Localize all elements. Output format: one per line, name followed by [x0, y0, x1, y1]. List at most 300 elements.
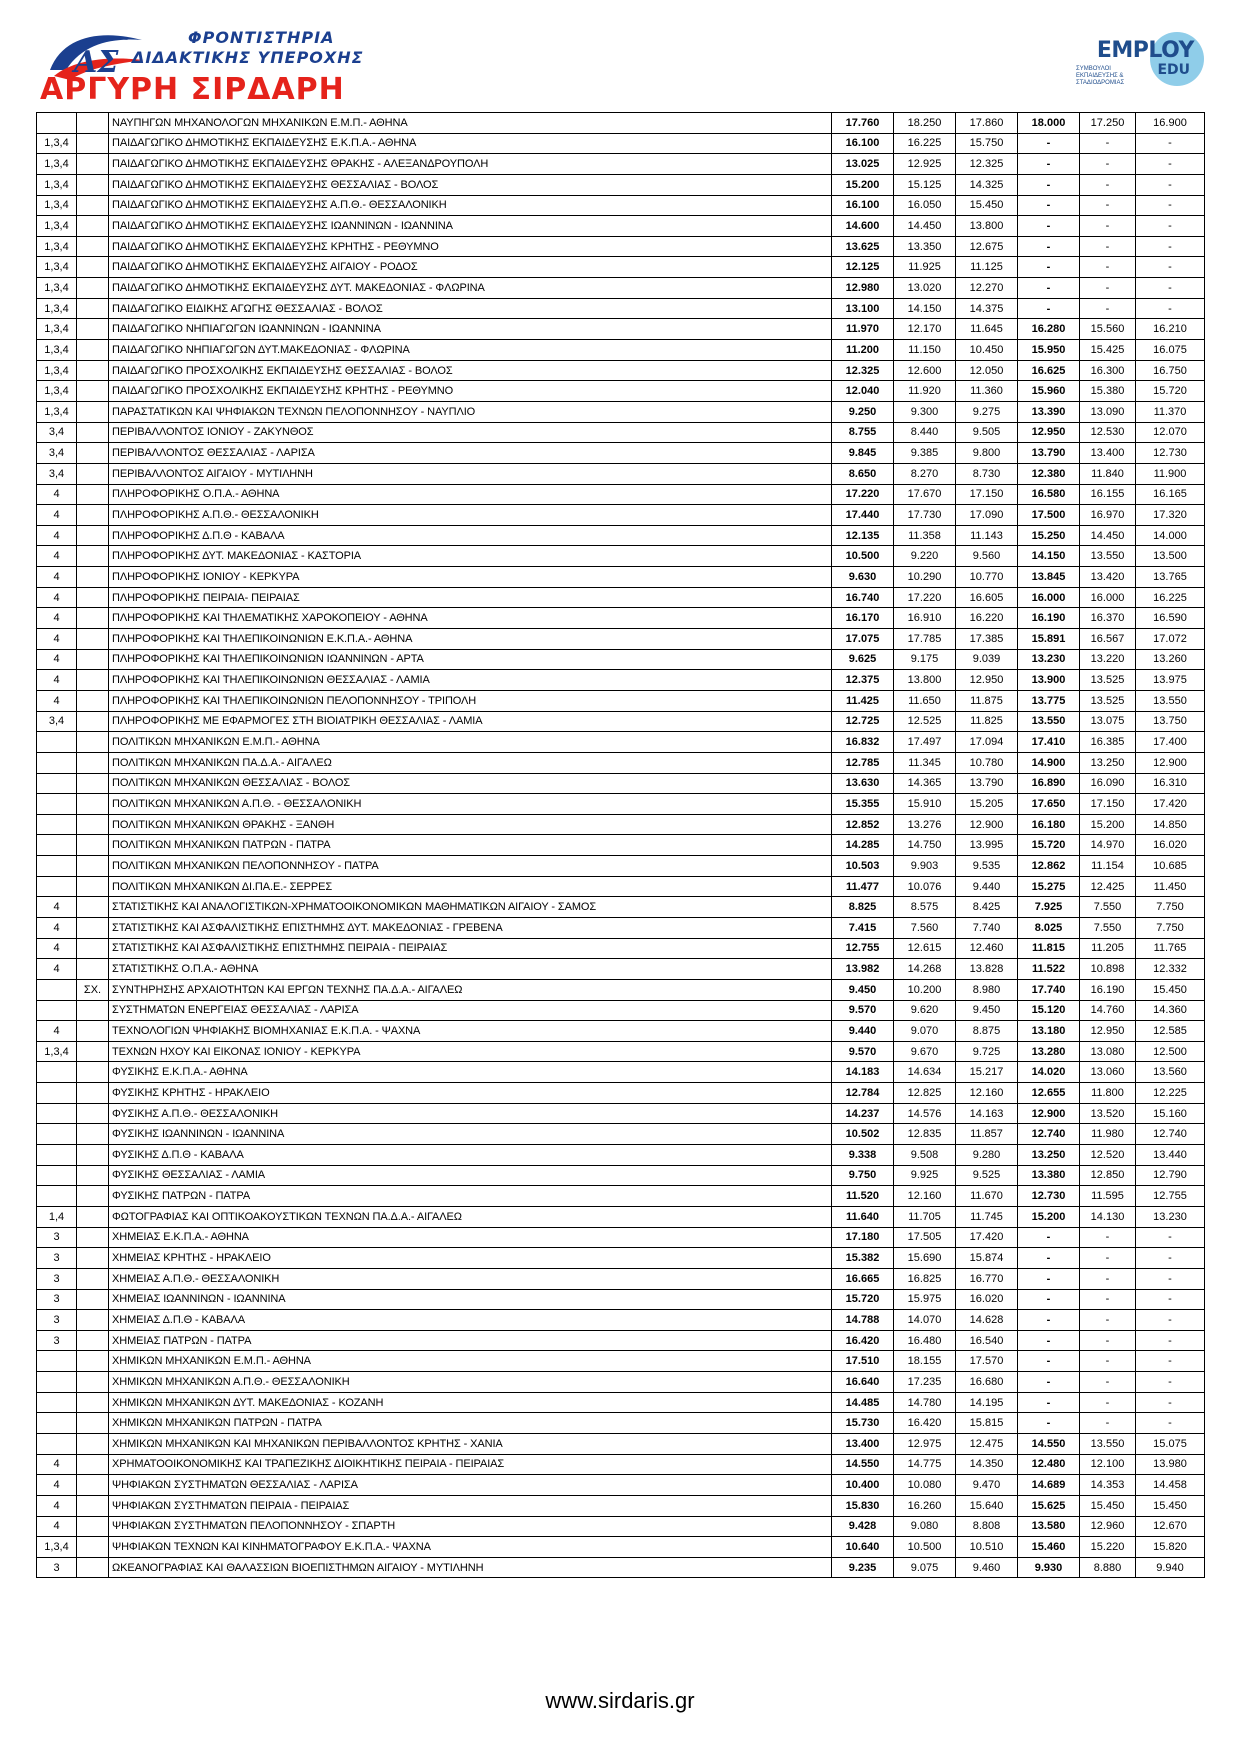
field-cell: 1,3,4: [37, 216, 77, 237]
score-cell: 12.900: [956, 814, 1018, 835]
table-row: [37, 505, 1205, 526]
department-cell: ΤΕΧΝΩΝ ΗΧΟΥ ΚΑΙ ΕΙΚΟΝΑΣ ΙΟΝΙΟΥ - ΚΕΡΚΥΡΑ: [109, 1041, 832, 1062]
employ-edu-logo: [1074, 32, 1204, 94]
score-cell: 11.125: [956, 257, 1018, 278]
score-cell: 14.365: [894, 773, 956, 794]
score-cell: 12.730: [1136, 443, 1205, 464]
score-cell: 9.080: [894, 1516, 956, 1537]
score-cell: -: [1080, 236, 1136, 257]
score-cell: 12.755: [1136, 1186, 1205, 1207]
score-cell: 12.070: [1136, 422, 1205, 443]
department-cell: ΠΛΗΡΟΦΟΡΙΚΗΣ Α.Π.Θ.- ΘΕΣΣΑΛΟΝΙΚΗ: [109, 505, 832, 526]
score-cell: 11.765: [1136, 938, 1205, 959]
score-cell: 16.100: [832, 195, 894, 216]
score-cell: 13.550: [1018, 711, 1080, 732]
score-cell: 13.790: [956, 773, 1018, 794]
score-cell: 10.770: [956, 567, 1018, 588]
field-cell: 4: [37, 546, 77, 567]
score-cell: 13.625: [832, 236, 894, 257]
score-cell: 16.090: [1080, 773, 1136, 794]
score-cell: 14.576: [894, 1103, 956, 1124]
score-cell: 17.150: [956, 484, 1018, 505]
score-cell: 12.740: [1018, 1124, 1080, 1145]
department-cell: ΨΗΦΙΑΚΩΝ ΣΥΣΤΗΜΑΤΩΝ ΠΕΙΡΑΙΑ - ΠΕΙΡΑΙΑΣ: [109, 1495, 832, 1516]
score-cell: 15.874: [956, 1248, 1018, 1269]
table-row: [37, 401, 1205, 422]
brand-line-1: ΦΡΟΝΤΙΣΤΗΡΙΑ: [188, 28, 335, 47]
score-cell: 12.785: [832, 752, 894, 773]
field-cell: 4: [37, 1495, 77, 1516]
field-cell: 4: [37, 1516, 77, 1537]
field-cell: [37, 979, 77, 1000]
score-cell: 17.440: [832, 505, 894, 526]
table-row: [37, 1413, 1205, 1434]
table-row: [37, 1124, 1205, 1145]
score-cell: 12.530: [1080, 422, 1136, 443]
note-cell: [77, 278, 109, 299]
score-cell: 16.890: [1018, 773, 1080, 794]
note-cell: [77, 195, 109, 216]
score-cell: 12.950: [1018, 422, 1080, 443]
brand-name: ΑΡΓΥΡΗ ΣΙΡΔΑΡΗ: [40, 72, 345, 107]
score-cell: 16.190: [1018, 608, 1080, 629]
department-cell: ΠΑΙΔΑΓΩΓΙΚΟ ΝΗΠΙΑΓΩΓΩΝ ΙΩΑΝΝΙΝΩΝ - ΙΩΑΝΝΙΝΑ: [109, 319, 832, 340]
field-cell: 1,3,4: [37, 1537, 77, 1558]
score-cell: -: [1080, 298, 1136, 319]
score-cell: -: [1080, 133, 1136, 154]
note-cell: [77, 1372, 109, 1393]
department-cell: ΠΟΛΙΤΙΚΩΝ ΜΗΧΑΝΙΚΩΝ Α.Π.Θ. - ΘΕΣΣΑΛΟΝΙΚΗ: [109, 794, 832, 815]
field-cell: 3: [37, 1248, 77, 1269]
department-cell: ΠΛΗΡΟΦΟΡΙΚΗΣ ΜΕ ΕΦΑΡΜΟΓΕΣ ΣΤΗ ΒΙΟΙΑΤΡΙΚΗ ΘΕΣΣΑΛΙΑΣ - ΛΑΜΙΑ: [109, 711, 832, 732]
note-cell: [77, 133, 109, 154]
score-cell: 14.375: [956, 298, 1018, 319]
department-cell: ΦΩΤΟΓΡΑΦΙΑΣ ΚΑΙ ΟΠΤΙΚΟΑΚΟΥΣΤΙΚΩΝ ΤΕΧΝΩΝ ΠΑ.Δ.Α.- ΑΙΓΑΛΕΩ: [109, 1206, 832, 1227]
score-cell: 17.180: [832, 1227, 894, 1248]
table-row: [37, 979, 1205, 1000]
score-cell: 15.640: [956, 1495, 1018, 1516]
score-cell: 13.080: [1080, 1041, 1136, 1062]
department-cell: ΣΤΑΤΙΣΤΙΚΗΣ ΚΑΙ ΑΣΦΑΛΙΣΤΙΚΗΣ ΕΠΙΣΤΗΜΗΣ ΔΥΤ. ΜΑΚΕΔΟΝΙΑΣ - ΓΡΕΒΕΝΑ: [109, 917, 832, 938]
score-cell: 16.300: [1080, 360, 1136, 381]
score-cell: 17.090: [956, 505, 1018, 526]
score-cell: 15.820: [1136, 1537, 1205, 1558]
field-cell: 3: [37, 1268, 77, 1289]
score-cell: 15.450: [1136, 1495, 1205, 1516]
score-cell: 12.425: [1080, 876, 1136, 897]
table-row: [37, 732, 1205, 753]
score-cell: 12.755: [832, 938, 894, 959]
score-cell: 14.780: [894, 1392, 956, 1413]
score-cell: 9.275: [956, 401, 1018, 422]
note-cell: [77, 1434, 109, 1455]
note-cell: [77, 1062, 109, 1083]
score-cell: 9.428: [832, 1516, 894, 1537]
score-cell: 13.525: [1080, 670, 1136, 691]
note-cell: [77, 443, 109, 464]
score-cell: -: [1018, 1227, 1080, 1248]
department-cell: ΧΗΜΙΚΩΝ ΜΗΧΑΝΙΚΩΝ ΔΥΤ. ΜΑΚΕΔΟΝΙΑΣ - ΚΟΖΑΝΗ: [109, 1392, 832, 1413]
score-cell: 9.725: [956, 1041, 1018, 1062]
note-cell: [77, 1454, 109, 1475]
score-cell: 13.020: [894, 278, 956, 299]
table-row: [37, 422, 1205, 443]
field-cell: [37, 1062, 77, 1083]
department-cell: ΦΥΣΙΚΗΣ Ε.Κ.Π.Α.- ΑΘΗΝΑ: [109, 1062, 832, 1083]
note-cell: [77, 1392, 109, 1413]
department-cell: ΧΗΜΙΚΩΝ ΜΗΧΑΝΙΚΩΝ Ε.Μ.Π.- ΑΘΗΝΑ: [109, 1351, 832, 1372]
score-cell: -: [1018, 195, 1080, 216]
score-cell: 11.650: [894, 690, 956, 711]
field-cell: 4: [37, 608, 77, 629]
score-cell: 11.970: [832, 319, 894, 340]
score-cell: -: [1136, 1330, 1205, 1351]
field-cell: [37, 1186, 77, 1207]
note-cell: [77, 381, 109, 402]
table-row: [37, 1021, 1205, 1042]
field-cell: 3: [37, 1310, 77, 1331]
score-cell: 8.025: [1018, 917, 1080, 938]
note-cell: [77, 360, 109, 381]
score-cell: 16.605: [956, 587, 1018, 608]
score-cell: 14.285: [832, 835, 894, 856]
field-cell: 1,3,4: [37, 298, 77, 319]
score-cell: 17.500: [1018, 505, 1080, 526]
score-cell: 12.375: [832, 670, 894, 691]
department-cell: ΝΑΥΠΗΓΩΝ ΜΗΧΑΝΟΛΟΓΩΝ ΜΗΧΑΝΙΚΩΝ Ε.Μ.Π.- ΑΘΗΝΑ: [109, 113, 832, 134]
note-cell: [77, 484, 109, 505]
note-cell: [77, 1351, 109, 1372]
score-cell: 13.980: [1136, 1454, 1205, 1475]
note-cell: [77, 1145, 109, 1166]
table-row: [37, 1495, 1205, 1516]
score-cell: 12.125: [832, 257, 894, 278]
score-cell: 7.925: [1018, 897, 1080, 918]
table-row: [37, 1165, 1205, 1186]
note-cell: [77, 629, 109, 650]
score-cell: 12.460: [956, 938, 1018, 959]
field-cell: 1,3,4: [37, 401, 77, 422]
scores-table-body: [37, 113, 1205, 1578]
score-cell: 14.485: [832, 1392, 894, 1413]
score-cell: 16.770: [956, 1268, 1018, 1289]
field-cell: 1,3,4: [37, 133, 77, 154]
score-cell: 13.775: [1018, 690, 1080, 711]
score-cell: 15.450: [956, 195, 1018, 216]
score-cell: 11.815: [1018, 938, 1080, 959]
score-cell: 10.450: [956, 340, 1018, 361]
score-cell: 16.580: [1018, 484, 1080, 505]
score-cell: 15.690: [894, 1248, 956, 1269]
score-cell: 10.685: [1136, 856, 1205, 877]
note-cell: [77, 546, 109, 567]
score-cell: 13.230: [1018, 649, 1080, 670]
table-row: [37, 794, 1205, 815]
score-cell: 9.338: [832, 1145, 894, 1166]
department-cell: ΤΕΧΝΟΛΟΓΙΩΝ ΨΗΦΙΑΚΗΣ ΒΙΟΜΗΧΑΝΙΑΣ Ε.Κ.Π.Α. - ΨΑΧΝΑ: [109, 1021, 832, 1042]
note-cell: [77, 732, 109, 753]
note-cell: [77, 649, 109, 670]
score-cell: 16.900: [1136, 113, 1205, 134]
employ-tagline: ΣΥΜΒΟΥΛΟΙ ΕΚΠΑΙΔΕΥΣΗΣ & ΣΤΑΔΙΟΔΡΟΜΙΑΣ: [1076, 66, 1125, 86]
score-cell: 11.205: [1080, 938, 1136, 959]
table-row: [37, 443, 1205, 464]
field-cell: [37, 752, 77, 773]
score-cell: -: [1136, 1227, 1205, 1248]
score-cell: 12.170: [894, 319, 956, 340]
score-cell: 12.852: [832, 814, 894, 835]
score-cell: 15.355: [832, 794, 894, 815]
score-cell: 11.370: [1136, 401, 1205, 422]
score-cell: -: [1136, 1289, 1205, 1310]
score-cell: 17.385: [956, 629, 1018, 650]
score-cell: 9.800: [956, 443, 1018, 464]
field-cell: 4: [37, 1021, 77, 1042]
score-cell: 10.502: [832, 1124, 894, 1145]
score-cell: -: [1018, 133, 1080, 154]
score-cell: 15.960: [1018, 381, 1080, 402]
score-cell: 14.325: [956, 174, 1018, 195]
field-cell: 3,4: [37, 443, 77, 464]
score-cell: 7.740: [956, 917, 1018, 938]
table-row: [37, 1206, 1205, 1227]
score-cell: 13.380: [1018, 1165, 1080, 1186]
department-cell: ΠΟΛΙΤΙΚΩΝ ΜΗΧΑΝΙΚΩΝ ΠΑΤΡΩΝ - ΠΑΤΡΑ: [109, 835, 832, 856]
score-cell: 9.440: [832, 1021, 894, 1042]
score-cell: 15.950: [1018, 340, 1080, 361]
score-cell: -: [1136, 1351, 1205, 1372]
score-cell: 7.415: [832, 917, 894, 938]
score-cell: 8.875: [956, 1021, 1018, 1042]
score-cell: 15.220: [1080, 1537, 1136, 1558]
score-cell: 11.925: [894, 257, 956, 278]
department-cell: ΠΟΛΙΤΙΚΩΝ ΜΗΧΑΝΙΚΩΝ ΠΕΛΟΠΟΝΝΗΣΟΥ - ΠΑΤΡΑ: [109, 856, 832, 877]
field-cell: 3: [37, 1227, 77, 1248]
score-cell: 13.790: [1018, 443, 1080, 464]
department-cell: ΨΗΦΙΑΚΩΝ ΣΥΣΤΗΜΑΤΩΝ ΘΕΣΣΑΛΙΑΣ - ΛΑΡΙΣΑ: [109, 1475, 832, 1496]
field-cell: [37, 1413, 77, 1434]
score-cell: 8.880: [1080, 1557, 1136, 1578]
score-cell: 16.567: [1080, 629, 1136, 650]
score-cell: 9.039: [956, 649, 1018, 670]
score-cell: -: [1136, 216, 1205, 237]
score-cell: 14.070: [894, 1310, 956, 1331]
score-cell: -: [1080, 1248, 1136, 1269]
score-cell: 16.420: [894, 1413, 956, 1434]
score-cell: 11.150: [894, 340, 956, 361]
field-cell: 3,4: [37, 711, 77, 732]
score-cell: 16.640: [832, 1372, 894, 1393]
score-cell: -: [1018, 298, 1080, 319]
page-header: [36, 22, 1204, 110]
score-cell: 13.580: [1018, 1516, 1080, 1537]
score-cell: 10.780: [956, 752, 1018, 773]
score-cell: 14.850: [1136, 814, 1205, 835]
score-cell: 13.025: [832, 154, 894, 175]
score-cell: 17.420: [1136, 794, 1205, 815]
table-row: [37, 1475, 1205, 1496]
table-row: [37, 525, 1205, 546]
field-cell: 4: [37, 587, 77, 608]
field-cell: 4: [37, 525, 77, 546]
score-cell: 15.380: [1080, 381, 1136, 402]
note-cell: [77, 1475, 109, 1496]
score-cell: -: [1018, 1372, 1080, 1393]
department-cell: ΠΑΙΔΑΓΩΓΙΚΟ ΔΗΜΟΤΙΚΗΣ ΕΚΠΑΙΔΕΥΣΗΣ ΙΩΑΝΝΙΝΩΝ - ΙΩΑΝΝΙΝΑ: [109, 216, 832, 237]
score-cell: 9.470: [956, 1475, 1018, 1496]
department-cell: ΧΗΜΕΙΑΣ Ε.Κ.Π.Α.- ΑΘΗΝΑ: [109, 1227, 832, 1248]
score-cell: 16.165: [1136, 484, 1205, 505]
table-row: [37, 1000, 1205, 1021]
table-row: [37, 876, 1205, 897]
table-row: [37, 690, 1205, 711]
score-cell: 13.250: [1018, 1145, 1080, 1166]
score-cell: 15.217: [956, 1062, 1018, 1083]
score-cell: 16.220: [956, 608, 1018, 629]
department-cell: ΠΑΙΔΑΓΩΓΙΚΟ ΔΗΜΟΤΙΚΗΣ ΕΚΠΑΙΔΕΥΣΗΣ Α.Π.Θ.- ΘΕΣΣΑΛΟΝΙΚΗ: [109, 195, 832, 216]
field-cell: 3,4: [37, 422, 77, 443]
score-cell: -: [1136, 236, 1205, 257]
score-cell: -: [1018, 1330, 1080, 1351]
score-cell: 9.525: [956, 1165, 1018, 1186]
department-cell: ΠΕΡΙΒΑΛΛΟΝΤΟΣ ΑΙΓΑΙΟΥ - ΜΥΤΙΛΗΝΗ: [109, 463, 832, 484]
score-cell: -: [1136, 1248, 1205, 1269]
table-row: [37, 1062, 1205, 1083]
note-cell: [77, 752, 109, 773]
score-cell: 12.950: [956, 670, 1018, 691]
department-cell: ΠΕΡΙΒΑΛΛΟΝΤΟΣ ΙΟΝΙΟΥ - ΖΑΚΥΝΘΟΣ: [109, 422, 832, 443]
score-cell: 9.845: [832, 443, 894, 464]
field-cell: 1,3,4: [37, 154, 77, 175]
score-cell: -: [1018, 1392, 1080, 1413]
department-cell: ΠΛΗΡΟΦΟΡΙΚΗΣ ΚΑΙ ΤΗΛΕΜΑΤΙΚΗΣ ΧΑΡΟΚΟΠΕΙΟΥ - ΑΘΗΝΑ: [109, 608, 832, 629]
score-cell: 13.500: [1136, 546, 1205, 567]
score-cell: 12.585: [1136, 1021, 1205, 1042]
department-cell: ΠΛΗΡΟΦΟΡΙΚΗΣ ΚΑΙ ΤΗΛΕΠΙΚΟΙΝΩΝΙΩΝ ΙΩΑΝΝΙΝΩΝ - ΑΡΤΑ: [109, 649, 832, 670]
score-cell: 8.270: [894, 463, 956, 484]
score-cell: -: [1136, 174, 1205, 195]
score-cell: 9.505: [956, 422, 1018, 443]
score-cell: 12.975: [894, 1434, 956, 1455]
score-cell: 16.665: [832, 1268, 894, 1289]
score-cell: 11.900: [1136, 463, 1205, 484]
field-cell: 4: [37, 629, 77, 650]
department-cell: ΧΗΜΕΙΑΣ ΚΡΗΤΗΣ - ΗΡΑΚΛΕΙΟ: [109, 1248, 832, 1269]
note-cell: [77, 1227, 109, 1248]
score-cell: 17.570: [956, 1351, 1018, 1372]
score-cell: -: [1018, 1310, 1080, 1331]
score-cell: 12.500: [1136, 1041, 1205, 1062]
score-cell: 12.325: [832, 360, 894, 381]
score-cell: 17.760: [832, 113, 894, 134]
department-cell: ΣΤΑΤΙΣΤΙΚΗΣ ΚΑΙ ΑΣΦΑΛΙΣΤΙΚΗΣ ΕΠΙΣΤΗΜΗΣ ΠΕΙΡΑΙΑ - ΠΕΙΡΑΙΑΣ: [109, 938, 832, 959]
score-cell: 16.540: [956, 1330, 1018, 1351]
score-cell: 9.535: [956, 856, 1018, 877]
score-cell: 10.200: [894, 979, 956, 1000]
note-cell: [77, 814, 109, 835]
score-cell: 16.480: [894, 1330, 956, 1351]
score-cell: 16.832: [832, 732, 894, 753]
score-cell: -: [1080, 257, 1136, 278]
score-cell: 15.830: [832, 1495, 894, 1516]
field-cell: 3: [37, 1330, 77, 1351]
score-cell: 16.155: [1080, 484, 1136, 505]
field-cell: 1,3,4: [37, 257, 77, 278]
field-cell: [37, 1392, 77, 1413]
table-row: [37, 917, 1205, 938]
score-cell: 17.072: [1136, 629, 1205, 650]
score-cell: 13.350: [894, 236, 956, 257]
field-cell: [37, 1145, 77, 1166]
table-row: [37, 670, 1205, 691]
score-cell: 12.520: [1080, 1145, 1136, 1166]
score-cell: 13.060: [1080, 1062, 1136, 1083]
department-cell: ΧΗΜΙΚΩΝ ΜΗΧΑΝΙΚΩΝ Α.Π.Θ.- ΘΕΣΣΑΛΟΝΙΚΗ: [109, 1372, 832, 1393]
table-row: [37, 195, 1205, 216]
score-cell: 14.450: [894, 216, 956, 237]
score-cell: -: [1080, 1392, 1136, 1413]
note-cell: [77, 1083, 109, 1104]
note-cell: [77, 1330, 109, 1351]
department-cell: ΧΗΜΕΙΑΣ ΠΑΤΡΩΝ - ΠΑΤΡΑ: [109, 1330, 832, 1351]
department-cell: ΠΟΛΙΤΙΚΩΝ ΜΗΧΑΝΙΚΩΝ ΘΡΑΚΗΣ - ΞΑΝΘΗ: [109, 814, 832, 835]
score-cell: 16.370: [1080, 608, 1136, 629]
department-cell: ΠΑΙΔΑΓΩΓΙΚΟ ΔΗΜΟΤΙΚΗΣ ΕΚΠΑΙΔΕΥΣΗΣ Ε.Κ.Π.Α.- ΑΘΗΝΑ: [109, 133, 832, 154]
score-cell: -: [1018, 174, 1080, 195]
score-cell: 18.000: [1018, 113, 1080, 134]
score-cell: 16.590: [1136, 608, 1205, 629]
table-row: [37, 1537, 1205, 1558]
score-cell: 13.800: [956, 216, 1018, 237]
score-cell: 11.143: [956, 525, 1018, 546]
note-cell: [77, 1516, 109, 1537]
department-cell: ΠΑΙΔΑΓΩΓΙΚΟ ΔΗΜΟΤΙΚΗΣ ΕΚΠΑΙΔΕΥΣΗΣ ΑΙΓΑΙΟΥ - ΡΟΔΟΣ: [109, 257, 832, 278]
score-cell: 12.040: [832, 381, 894, 402]
table-row: [37, 319, 1205, 340]
field-cell: 4: [37, 1454, 77, 1475]
score-cell: 13.250: [1080, 752, 1136, 773]
department-cell: ΠΛΗΡΟΦΟΡΙΚΗΣ Δ.Π.Θ - ΚΑΒΑΛΑ: [109, 525, 832, 546]
score-cell: 11.825: [956, 711, 1018, 732]
score-cell: 10.290: [894, 567, 956, 588]
score-cell: 10.898: [1080, 959, 1136, 980]
score-cell: 11.450: [1136, 876, 1205, 897]
score-cell: 14.350: [956, 1454, 1018, 1475]
score-cell: 11.200: [832, 340, 894, 361]
score-cell: 9.070: [894, 1021, 956, 1042]
table-row: [37, 1041, 1205, 1062]
score-cell: 12.740: [1136, 1124, 1205, 1145]
table-row: [37, 1330, 1205, 1351]
score-cell: 9.930: [1018, 1557, 1080, 1578]
score-cell: 16.225: [894, 133, 956, 154]
score-cell: 17.740: [1018, 979, 1080, 1000]
table-row: [37, 174, 1205, 195]
note-cell: [77, 1021, 109, 1042]
department-cell: ΧΗΜΙΚΩΝ ΜΗΧΑΝΙΚΩΝ ΚΑΙ ΜΗΧΑΝΙΚΩΝ ΠΕΡΙΒΑΛΛΟΝΤΟΣ ΚΡΗΤΗΣ - ΧΑΝΙΑ: [109, 1434, 832, 1455]
score-cell: 13.420: [1080, 567, 1136, 588]
department-cell: ΣΤΑΤΙΣΤΙΚΗΣ Ο.Π.Α.- ΑΘΗΝΑ: [109, 959, 832, 980]
score-cell: 12.332: [1136, 959, 1205, 980]
score-cell: 13.230: [1136, 1206, 1205, 1227]
score-cell: 11.345: [894, 752, 956, 773]
note-cell: [77, 1206, 109, 1227]
note-cell: [77, 1310, 109, 1331]
score-cell: 11.522: [1018, 959, 1080, 980]
score-cell: 8.650: [832, 463, 894, 484]
field-cell: [37, 1103, 77, 1124]
score-cell: 8.730: [956, 463, 1018, 484]
